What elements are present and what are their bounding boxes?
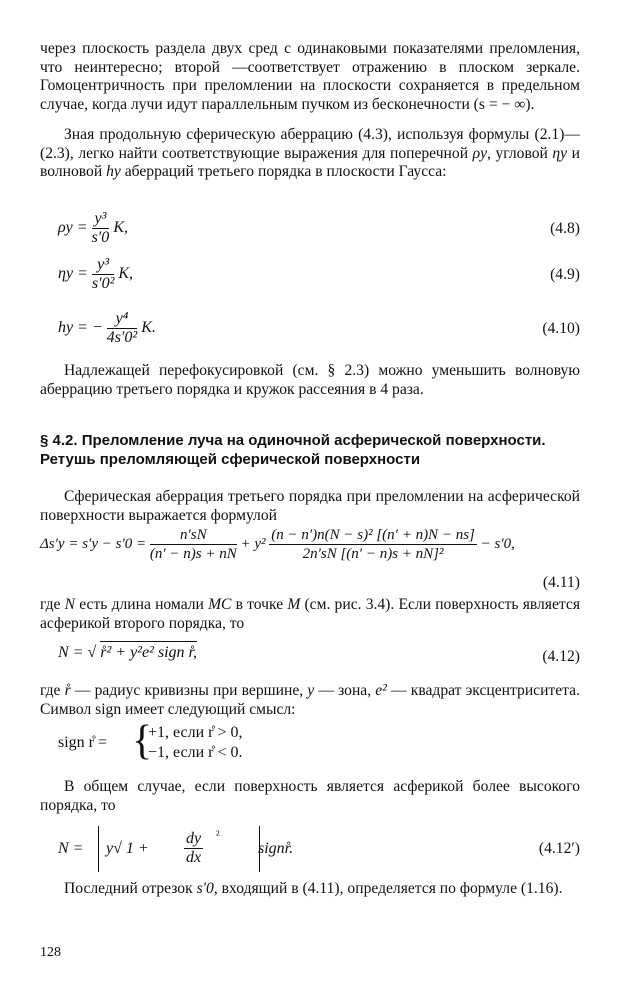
eq-denominator: (n′ − n)s + nN xyxy=(149,546,237,562)
eq-fraction xyxy=(184,830,203,867)
equation-4-12 xyxy=(58,644,580,674)
sign-case-negative: −1, если r̊ < 0. xyxy=(148,744,243,761)
eq-tail: − s′0, xyxy=(480,535,515,552)
equation-4-10 xyxy=(58,310,580,354)
paragraph-4: Сферическая аберрация третьего порядка при преломлении на асферической поверхности выражается формулой xyxy=(40,488,580,524)
text-span: , входящий в (4.11), определяется по формуле (1.16). xyxy=(213,880,563,897)
eq-fraction xyxy=(92,210,110,247)
eq-denominator: 2n′sN [(n′ − n)s + nN]² xyxy=(302,546,444,562)
equation-number: (4.8) xyxy=(550,220,580,237)
equation-number: (4.12′) xyxy=(538,840,580,857)
equation-number: (4.10) xyxy=(542,320,580,337)
equation-4-9 xyxy=(58,256,580,300)
eq-lhs: Δs′y = s′y − s′0 = xyxy=(40,535,147,552)
paragraph-2 xyxy=(40,126,580,182)
eq-tail: K, xyxy=(113,219,128,237)
equation-number: (4.11) xyxy=(542,574,580,591)
symbol-e2: e² xyxy=(375,682,387,699)
eq-denominator: s′0² xyxy=(91,275,115,292)
eq-numerator: y⁴ xyxy=(107,310,138,329)
eq-tail: K, xyxy=(118,265,134,283)
text-span: Зная продольную сферическую аберрацию (4.3), используя формулы (2.1)—(2.3), легко найти соответствующие выражения для поперечной xyxy=(40,126,580,162)
eq-numerator: n′sN xyxy=(150,526,237,545)
symbol-y: y xyxy=(307,682,315,699)
eq-tail: signr̊. xyxy=(258,840,294,857)
symbol-s0: s′0 xyxy=(196,880,214,897)
eq-fraction xyxy=(92,256,115,293)
text-span: Последний отрезок xyxy=(64,880,197,897)
eq-fraction-2 xyxy=(269,526,477,563)
eq-square: ² xyxy=(216,828,220,842)
text-span: , угловой xyxy=(487,144,553,162)
symbol-h: hy xyxy=(106,163,121,181)
symbol-M: M xyxy=(287,596,301,613)
equation-4-12-prime xyxy=(58,826,580,876)
text-span: — радиус кривизны при вершине, xyxy=(70,682,308,699)
eq-tail: K. xyxy=(141,319,156,337)
equation-4-11 xyxy=(40,526,580,594)
brace-glyph: { xyxy=(132,718,153,764)
paragraph-8 xyxy=(40,880,580,899)
eq-fraction-1 xyxy=(150,526,237,563)
eq-denominator: s′0 xyxy=(91,229,110,246)
eq-lhs: N = √ xyxy=(58,644,97,661)
text-span: — зона, xyxy=(314,682,376,699)
eq-plus: + y² xyxy=(240,535,266,552)
eq-denominator: dx xyxy=(186,849,202,866)
text-span: где xyxy=(40,682,61,699)
text-span: и волновой xyxy=(40,144,580,181)
equation-4-8 xyxy=(58,210,580,254)
eq-lhs: N = xyxy=(58,840,84,857)
eq-numerator: y³ xyxy=(92,210,110,229)
paragraph-1: через плоскость раздела двух сред с одинаковыми показателями преломления, что неинтересно; второй —соответствует отражению в плоском зеркале. Гомоцентричность при преломлении на плоскости сохраняется в предельном случае, когда лучи идут параллельным пучком из бесконечности (s = − ∞). xyxy=(40,40,580,113)
eq-body: r̊² + y²e² sign r̊, xyxy=(100,641,197,661)
equation-number: (4.12) xyxy=(542,648,580,665)
symbol-r0: r̊ xyxy=(64,682,71,699)
text-span: аберраций третьего порядка в плоскости Гаусса: xyxy=(120,163,447,181)
eq-lhs: ρy = xyxy=(58,219,88,237)
paragraph-7: В общем случае, если поверхность является асферикой более высокого порядка, то xyxy=(40,778,580,814)
text-span: в точке xyxy=(231,596,288,613)
paragraph-5 xyxy=(40,596,580,633)
sign-case-positive: +1, если r̊ > 0, xyxy=(148,724,243,741)
eq-numerator: dy xyxy=(186,830,202,847)
eq-numerator: y³ xyxy=(92,256,115,275)
eq-lhs: ηy = xyxy=(58,265,88,283)
eq-lhs: sign r̊ = xyxy=(58,734,108,751)
symbol-MC: MC xyxy=(208,596,232,613)
text-span: (см. рис. 3.4). Если поверхность является асферикой второго порядка, то xyxy=(40,596,580,632)
symbol-N: N xyxy=(64,596,76,613)
section-heading: § 4.2. Преломление луча на одиночной асферической поверхности. Ретушь преломляющей сферической поверхности xyxy=(40,432,546,468)
text-span: где xyxy=(40,596,65,613)
eq-lhs: hy = − xyxy=(58,319,103,337)
eq-numerator: (n − n′)n(N − s)² [(n′ + n)N − ns] xyxy=(271,527,475,543)
eq-fraction xyxy=(107,310,138,347)
symbol-eta: ηy xyxy=(552,144,568,162)
sign-definition xyxy=(58,718,580,768)
symbol-rho: ρy xyxy=(472,144,488,162)
eq-denominator: 4s′0² xyxy=(106,329,138,346)
equation-number: (4.9) xyxy=(550,266,580,283)
text-span: — квадрат эксцентриситета. Символ sign имеет следующий смысл: xyxy=(40,682,580,718)
text-span: есть длина номали xyxy=(75,596,209,613)
paragraph-6 xyxy=(40,682,580,719)
paragraph-3: Надлежащей перефокусировкой (см. § 2.3) можно уменьшить волновую аберрацию третьего порядка и кружок рассеяния в 4 раза. xyxy=(40,362,580,398)
page-number: 128 xyxy=(40,945,61,960)
eq-body: y√ 1 + xyxy=(106,840,149,857)
